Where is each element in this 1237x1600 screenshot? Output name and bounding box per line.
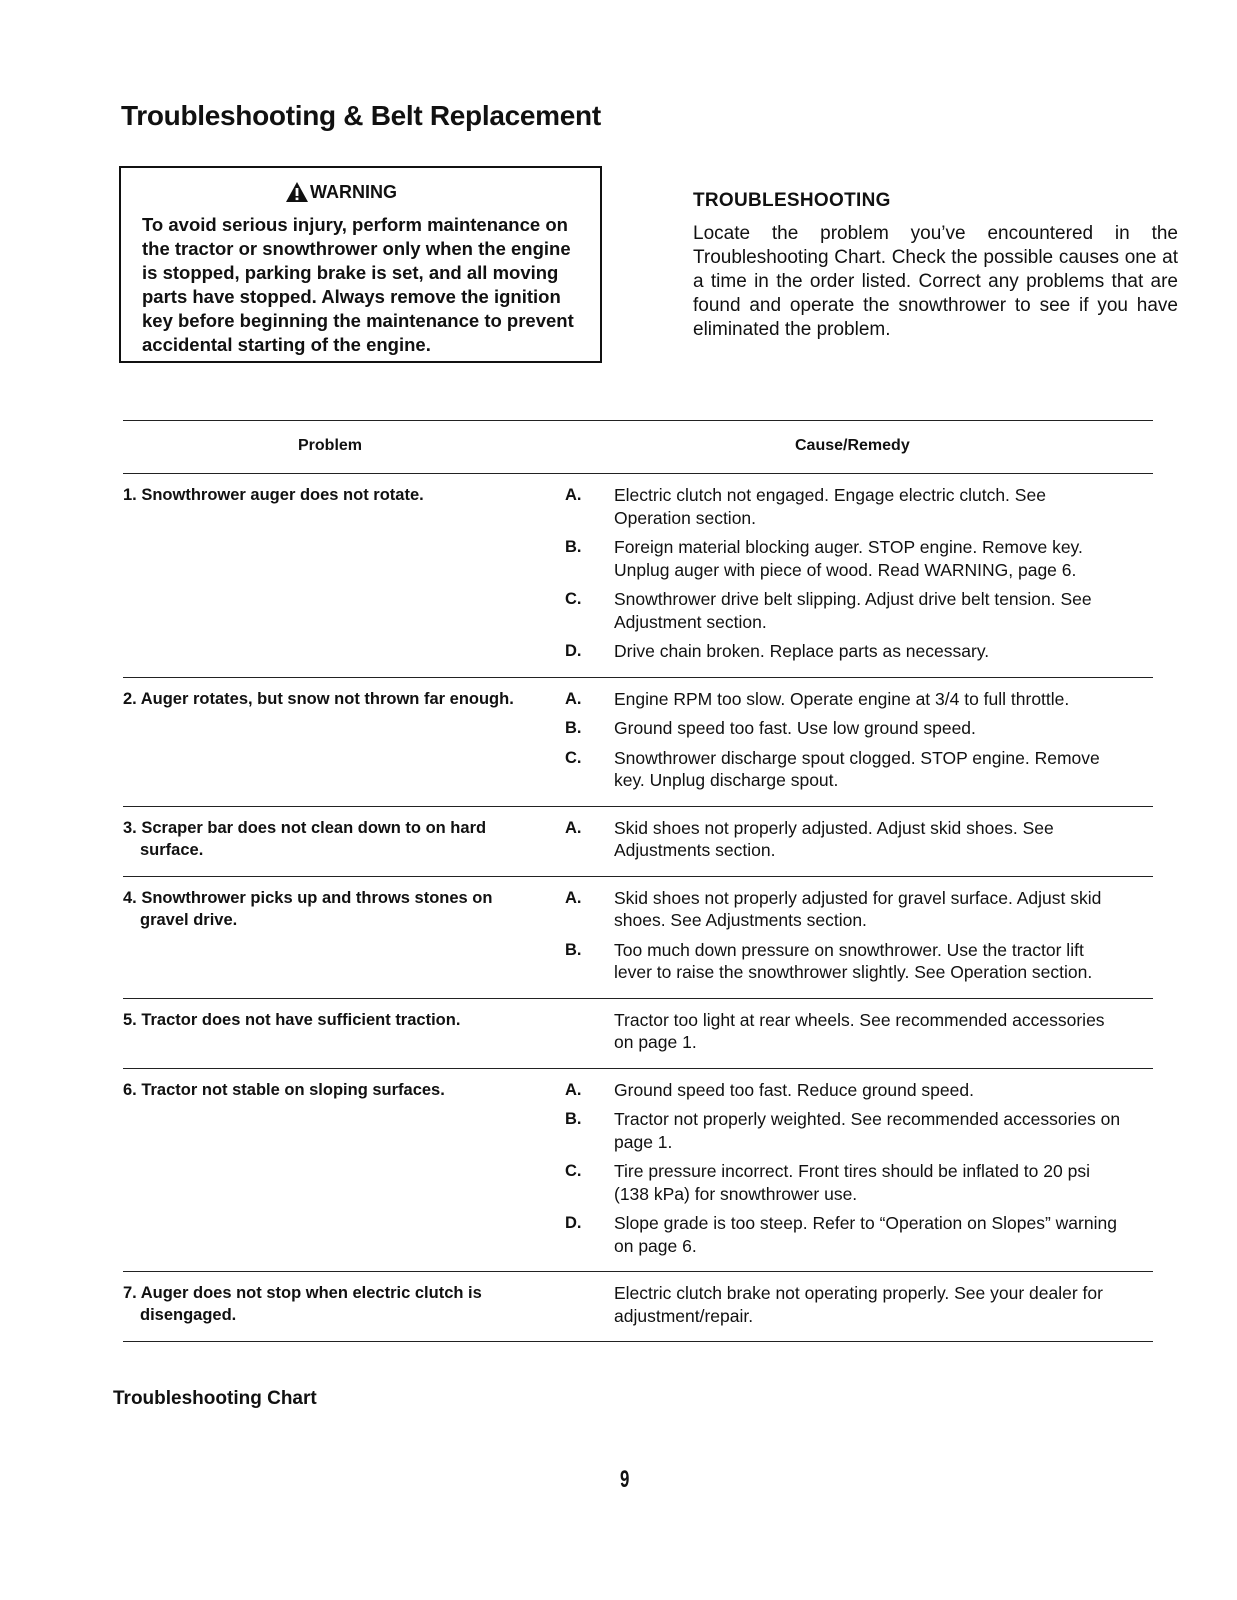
cause-letter: B. bbox=[565, 940, 582, 959]
warning-heading bbox=[285, 181, 397, 203]
cause-remedy-text: Snowthrower drive belt slipping. Adjust drive belt tension. See Adjustment section. bbox=[614, 589, 1092, 632]
cause-item bbox=[565, 887, 1153, 932]
cause-list bbox=[565, 484, 1153, 663]
cause-remedy-text: Skid shoes not properly adjusted for gravel surface. Adjust skid shoes. See Adjustments section. bbox=[614, 887, 1102, 930]
cause-remedy-text: Electric clutch not engaged. Engage electric clutch. See Operation section. bbox=[614, 485, 1046, 528]
cause-list bbox=[565, 887, 1153, 984]
cause-remedy-text: Engine RPM too slow. Operate engine at 3/4 to full throttle. bbox=[614, 688, 1070, 709]
column-header-problem: Problem bbox=[298, 437, 363, 454]
cause-remedy-text: Ground speed too fast. Reduce ground speed. bbox=[614, 1079, 974, 1100]
cause-item bbox=[565, 939, 1153, 984]
cause-item bbox=[565, 1009, 1153, 1054]
cause-remedy-text: Tractor too light at rear wheels. See recommended accessories on page 1. bbox=[614, 1009, 1105, 1052]
cause-item bbox=[565, 747, 1153, 792]
warning-box bbox=[119, 166, 602, 363]
cause-item bbox=[565, 1079, 1153, 1102]
cause-item bbox=[565, 688, 1153, 711]
cause-letter: B. bbox=[565, 719, 582, 737]
cause-letter bbox=[565, 1009, 614, 1054]
chart-bottom-rule bbox=[123, 1341, 1153, 1342]
cause-remedy-text: Ground speed too fast. Use low ground speed. bbox=[614, 718, 976, 738]
cause-item bbox=[565, 1212, 1153, 1257]
chart-row bbox=[123, 1068, 1153, 1272]
cause-list bbox=[565, 1009, 1153, 1054]
page-title: Troubleshooting & Belt Replacement bbox=[121, 100, 601, 131]
cause-list bbox=[565, 1079, 1153, 1258]
troubleshooting-intro: Locate the problem you’ve encountered in the Troubleshooting Chart. Check the possible causes one at a time in the order listed. Correct any problems that are found and operate the snowthrower to see if you have eliminated the problem. bbox=[693, 223, 1178, 340]
cause-letter: A. bbox=[565, 689, 582, 708]
cause-item bbox=[565, 1282, 1153, 1327]
cause-remedy-text: Skid shoes not properly adjusted. Adjust skid shoes. See Adjustments section. bbox=[614, 817, 1054, 860]
cause-letter: D. bbox=[565, 642, 582, 660]
chart-row bbox=[123, 806, 1153, 876]
problem-text: 6. Tractor not stable on sloping surfaces. bbox=[123, 1080, 445, 1099]
cause-remedy-text: Foreign material blocking auger. STOP engine. Remove key. Unplug auger with piece of wood. Read WARNING, page 6. bbox=[614, 537, 1083, 580]
cause-letter: A. bbox=[565, 486, 582, 504]
cause-item bbox=[565, 536, 1153, 581]
chart-row bbox=[123, 677, 1153, 806]
cause-remedy-text: Drive chain broken. Replace parts as necessary. bbox=[614, 641, 990, 661]
cause-item bbox=[565, 588, 1153, 633]
warning-heading-label: WARNING bbox=[310, 181, 397, 202]
cause-item bbox=[565, 1108, 1153, 1153]
cause-remedy-text: Snowthrower discharge spout clogged. STOP engine. Remove key. Unplug discharge spout. bbox=[614, 747, 1100, 790]
cause-letter bbox=[565, 1282, 614, 1327]
cause-item bbox=[565, 484, 1153, 529]
cause-letter: A. bbox=[565, 1080, 582, 1099]
problem-text: 2. Auger rotates, but snow not thrown far enough. bbox=[123, 689, 514, 708]
problem-text: 1. Snowthrower auger does not rotate. bbox=[123, 486, 424, 504]
chart-row bbox=[123, 1271, 1153, 1341]
cause-letter: A. bbox=[565, 888, 582, 907]
cause-item bbox=[565, 717, 1153, 740]
cause-letter: B. bbox=[565, 1110, 582, 1128]
cause-letter: C. bbox=[565, 1162, 582, 1180]
cause-remedy-text: Slope grade is too steep. Refer to “Operation on Slopes” warning on page 6. bbox=[614, 1213, 1117, 1256]
page-number: 9 bbox=[620, 1466, 630, 1493]
problem-text: 3. Scraper bar does not clean down to on hard surface. bbox=[123, 818, 487, 859]
cause-list bbox=[565, 688, 1153, 792]
warning-text: To avoid serious injury, perform maintenance on the tractor or snowthrower only when the engine is stopped, parking brake is set, and all moving parts have stopped. Always remove the ignition key before beginning the maintenance to prevent accidental starting of the engine. bbox=[142, 214, 574, 355]
cause-letter: A. bbox=[565, 818, 582, 837]
cause-list bbox=[565, 817, 1153, 862]
chart-rows bbox=[123, 473, 1153, 1341]
column-header-cause: Cause/Remedy bbox=[795, 437, 910, 454]
problem-text: 5. Tractor does not have sufficient traction. bbox=[123, 1010, 461, 1029]
chart-row bbox=[123, 998, 1153, 1068]
cause-letter: B. bbox=[565, 538, 582, 556]
chart-caption: Troubleshooting Chart bbox=[113, 1388, 317, 1409]
cause-remedy-text: Electric clutch brake not operating properly. See your dealer for adjustment/repair. bbox=[614, 1283, 1103, 1326]
problem-text: 4. Snowthrower picks up and throws stones on gravel drive. bbox=[123, 888, 493, 929]
cause-letter: D. bbox=[565, 1214, 582, 1232]
cause-letter: C. bbox=[565, 748, 582, 767]
cause-item bbox=[565, 817, 1153, 862]
troubleshooting-heading: TROUBLESHOOTING bbox=[693, 190, 891, 211]
cause-item bbox=[565, 1160, 1153, 1205]
cause-item bbox=[565, 640, 1153, 663]
problem-text: 7. Auger does not stop when electric clutch is disengaged. bbox=[123, 1284, 482, 1324]
chart-row bbox=[123, 473, 1153, 677]
chart-column-headers bbox=[123, 421, 1153, 473]
cause-remedy-text: Tire pressure incorrect. Front tires should be inflated to 20 psi (138 kPa) for snowthrower use. bbox=[614, 1161, 1090, 1204]
warning-triangle-icon bbox=[285, 181, 309, 203]
cause-list bbox=[565, 1282, 1153, 1327]
cause-letter: C. bbox=[565, 590, 582, 608]
cause-remedy-text: Tractor not properly weighted. See recommended accessories on page 1. bbox=[614, 1109, 1121, 1152]
chart-row bbox=[123, 876, 1153, 998]
troubleshooting-chart bbox=[123, 420, 1153, 1342]
cause-remedy-text: Too much down pressure on snowthrower. Use the tractor lift lever to raise the snowthrower slightly. See Operation section. bbox=[614, 939, 1093, 982]
